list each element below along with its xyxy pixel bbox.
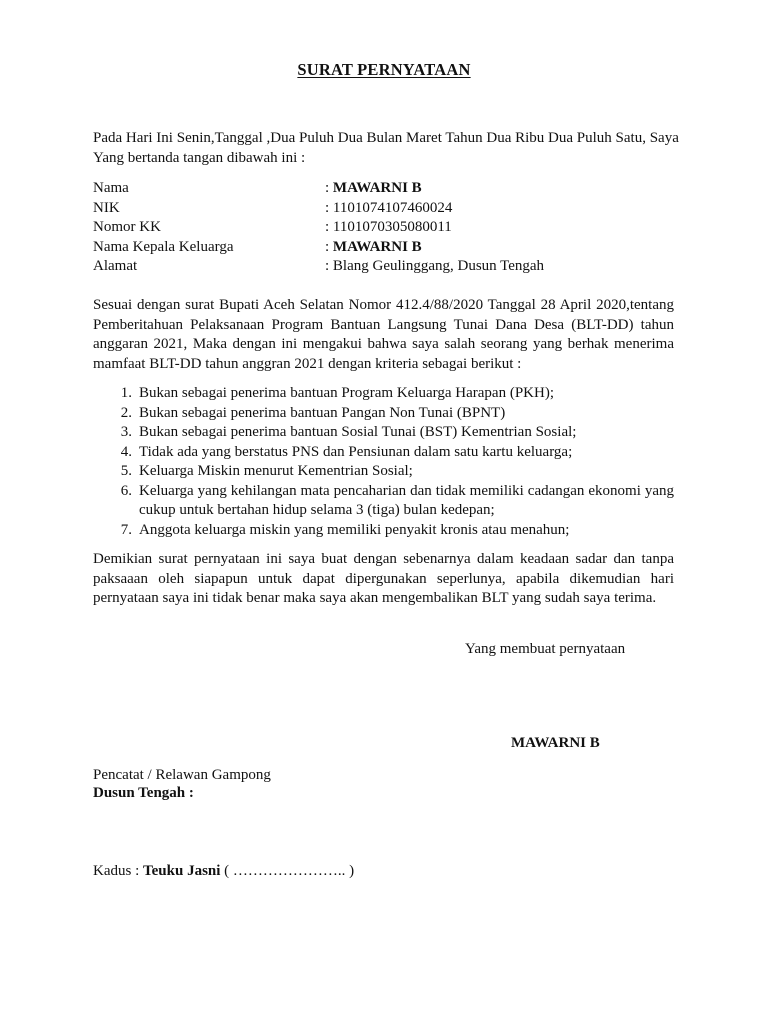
list-item bbox=[93, 404, 674, 424]
identity-table bbox=[93, 179, 683, 277]
kadus-prefix: Kadus : bbox=[93, 863, 143, 879]
identity-label: NIK bbox=[93, 199, 120, 216]
identity-row-nik bbox=[93, 199, 683, 219]
list-text: Bukan sebagai penerima bantuan Sosial Tunai (BST) Kementrian Sosial; bbox=[139, 424, 577, 440]
maker-name: MAWARNI B bbox=[511, 735, 600, 751]
list-number: 1. bbox=[120, 385, 132, 401]
list-item bbox=[93, 462, 674, 482]
list-number: 4. bbox=[120, 443, 132, 460]
list-item bbox=[93, 443, 674, 463]
kadus-line bbox=[93, 862, 354, 882]
document-title: SURAT PERNYATAAN bbox=[297, 60, 471, 79]
list-text: Bukan sebagai penerima bantuan Program Keluarga Harapan (PKH); bbox=[139, 385, 554, 401]
list-number: 2. bbox=[120, 404, 132, 421]
list-item bbox=[93, 482, 674, 521]
list-text: Bukan sebagai penerima bantuan Pangan Non Tunai (BPNT) bbox=[139, 404, 506, 421]
list-text: Anggota keluarga miskin yang memiliki penyakit kronis atau menahun; bbox=[139, 521, 570, 538]
identity-label: Alamat bbox=[93, 258, 138, 274]
identity-label: Nama Kepala Keluarga bbox=[93, 238, 234, 255]
identity-value: : MAWARNI B bbox=[325, 238, 422, 255]
statement-paragraph: Sesuai dengan surat Bupati Aceh Selatan Nomor 412.4/88/2020 Tanggal 28 April 2020,tentang Pemberitahuan Pelaksanaan Program Bantuan Langsung Tunai Dana Desa (BLT-DD) tahun anggaran 2021, Maka dengan ini mengakui bahwa saya salah seorang yang berhak menerima mamfaat BLT-DD tahun anggran 2021 dengan kriteria sebagai berikut : bbox=[93, 297, 674, 372]
list-number: 3. bbox=[120, 424, 132, 440]
criteria-list bbox=[93, 384, 674, 540]
identity-label: Nomor KK bbox=[93, 219, 161, 235]
recorder-label: Pencatat / Relawan Gampong bbox=[93, 767, 271, 783]
list-number: 7. bbox=[120, 521, 132, 538]
list-item bbox=[93, 521, 674, 541]
list-number: 5. bbox=[120, 463, 132, 479]
kadus-signature-line: ( ………………….. ) bbox=[220, 863, 355, 879]
kadus-name: Teuku Jasni bbox=[143, 863, 221, 879]
identity-value: : 1101074107460024 bbox=[325, 199, 453, 216]
list-item bbox=[93, 423, 674, 443]
dusun-label: Dusun Tengah : bbox=[93, 785, 194, 801]
identity-label: Nama bbox=[93, 180, 129, 196]
maker-label: Yang membuat pernyataan bbox=[465, 641, 626, 657]
list-item bbox=[93, 384, 674, 404]
identity-value: : Blang Geulinggang, Dusun Tengah bbox=[325, 258, 545, 274]
identity-row-alamat bbox=[93, 257, 683, 277]
list-text: Tidak ada yang berstatus PNS dan Pensiunan dalam satu kartu keluarga; bbox=[139, 443, 573, 460]
identity-value: : MAWARNI B bbox=[325, 180, 422, 196]
intro-paragraph: Pada Hari Ini Senin,Tanggal ,Dua Puluh Dua Bulan Maret Tahun Dua Ribu Dua Puluh Satu, Saya Yang bertanda tangan dibawah ini : bbox=[93, 130, 679, 166]
identity-row-kepala-keluarga bbox=[93, 238, 683, 258]
identity-row-nama bbox=[93, 179, 683, 199]
list-number: 6. bbox=[120, 482, 132, 499]
identity-row-nomor-kk bbox=[93, 218, 683, 238]
closing-paragraph: Demikian surat pernyataan ini saya buat dengan sebenarnya dalam keadaan sadar dan tanpa paksaaan oleh siapapun untuk dapat dipergunakan seperlunya, apabila dikemudian hari pernyataan saya ini tidak benar maka saya akan mengembalikan BLT yang sudah saya terima. bbox=[93, 551, 674, 606]
list-text: Keluarga yang kehilangan mata pencaharian dan tidak memiliki cadangan ekonomi yang cukup untuk bertahan hidup selama 3 (tiga) bulan kedepan; bbox=[139, 482, 674, 518]
identity-value: : 1101070305080011 bbox=[325, 219, 452, 235]
list-text: Keluarga Miskin menurut Kementrian Sosial; bbox=[139, 463, 413, 479]
